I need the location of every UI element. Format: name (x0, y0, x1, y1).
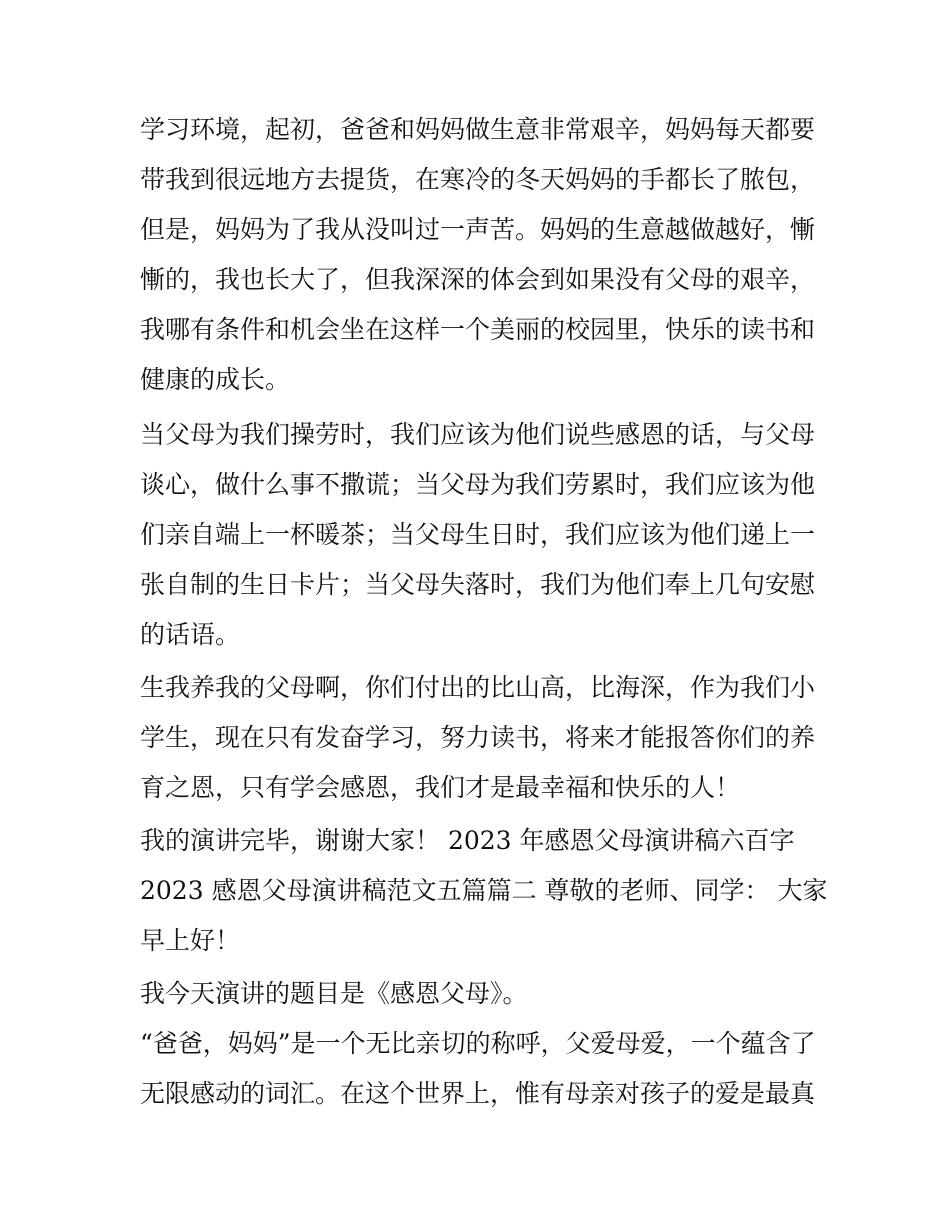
text-line: 张自制的生日卡片；当父母失落时，我们为他们奉上几句安慰 (140, 570, 816, 599)
text-line: 育之恩，只有学会感恩，我们才是最幸福和快乐的人！ (140, 773, 741, 802)
text-line: 早上好！ (140, 926, 241, 955)
text-line: 无限感动的词汇。在这个世界上，惟有母亲对孩子的爱是最真 (140, 1079, 816, 1108)
text-line: 我今天演讲的题目是《感恩父母》。 (140, 979, 528, 1008)
text-line: 带我到很远地方去提货，在寒冷的冬天妈妈的手都长了脓包， (140, 165, 816, 194)
text-line: 们亲自端上一杯暖茶；当父母生日时，我们应该为他们递上一 (140, 520, 816, 549)
text-line: 的话语。 (140, 620, 241, 649)
text-line: 健康的成长。 (140, 365, 291, 394)
text-line: 我哪有条件和机会坐在这样一个美丽的校园里，快乐的读书和 (140, 315, 816, 344)
text-line: 慚的，我也长大了，但我深深的体会到如果没有父母的艰辛， (140, 265, 816, 294)
text-line: 学生，现在只有发奋学习，努力读书，将来才能报答你们的养 (140, 723, 816, 752)
text-line: “爸爸，妈妈”是一个无比亲切的称呼，父爱母爱，一个蕴含了 (140, 1029, 816, 1058)
text-line: 但是，妈妈为了我从没叫过一声苦。妈妈的生意越做越好，慚 (140, 215, 816, 244)
text-line: 我的演讲完毕，谢谢大家！ 2023 年感恩父母演讲稿六百字 (140, 826, 795, 855)
text-line: 学习环境，起初，爸爸和妈妈做生意非常艰辛，妈妈每天都要 (140, 115, 816, 144)
text-line: 2023 感恩父母演讲稿范文五篇篇二 尊敬的老师、同学： 大家 (140, 876, 828, 905)
text-line: 生我养我的父母啊，你们付出的比山高，比海深，作为我们小 (140, 673, 816, 702)
text-line: 谈心，做什么事不撒谎；当父母为我们劳累时，我们应该为他 (140, 470, 816, 499)
text-line: 当父母为我们操劳时，我们应该为他们说些感恩的话，与父母 (140, 420, 816, 449)
